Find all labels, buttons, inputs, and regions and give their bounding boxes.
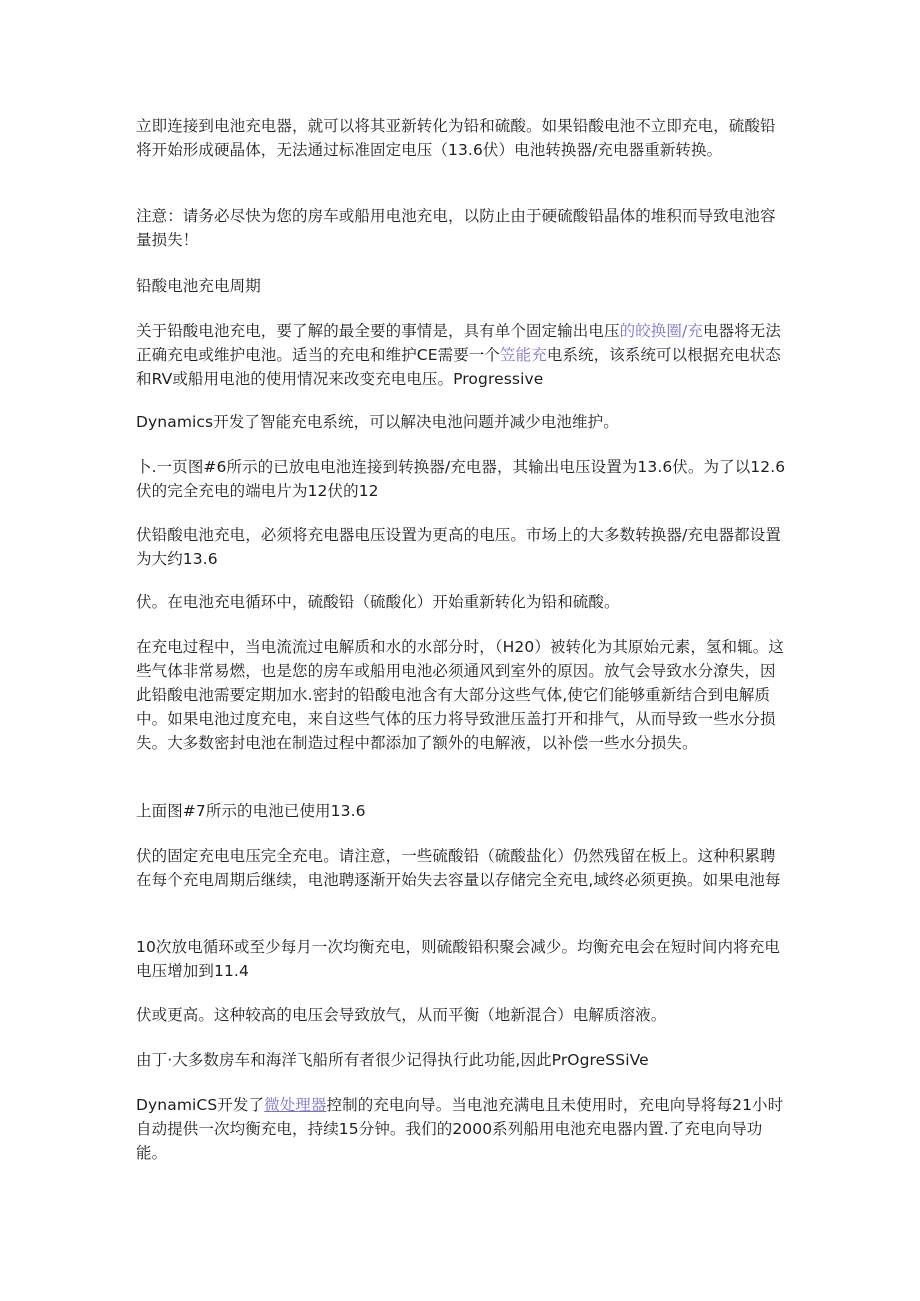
paragraph-11: 伏的固定充电电压完全充电。请注意，一些硫酸铅（硫酸盐化）仍然残留在板上。这种积累聘在每个充电周期后继续，电池聘逐渐开始失去容量以存储完全充电,域终必须更换。如果电池每 [136,847,781,889]
paragraph-13: 伏或更高。这种较高的电压会导致放气，从而平衡（地新混合）电解质溶液。 [136,1006,667,1024]
paragraph-4-text-b: 电器将无法正确充电或维护电池。适当的充电和维护CE需要一个 [136,322,781,364]
link-smart-charge[interactable]: 笠能充 [500,346,547,364]
paragraph-8: 伏。在电池充电循环中，硫酸铅（硫酸化）开始重新转化为铅和硫酸。 [136,593,620,611]
paragraph-15-text-a: DynamiCS开发了 [136,1096,265,1114]
paragraph-10: 上面图#7所示的电池已使用13.6 [136,802,366,820]
paragraph-4-text-c: 电系统，该系统可以根据充电状态和RV或船用电池的使用情况来改变充电电压。Progressive [136,346,781,388]
paragraph-7: 伏铅酸电池充电，必须将充电器电压设置为更高的电压。市场上的大多数转换器/充电器都设置为大约13.6 [136,526,781,568]
paragraph-15-text-b: 控制的充电向导。当电池充满电且未使用时，充电向导将每21小时自动提供一次均衡充电，持续15分钟。我们的2000系列船用电池充电器内置.了充电向导功能。 [136,1096,784,1162]
paragraph-2-note: 注意：请务必尽快为您的房车或船用电池充电，以防止由于硬硫酸铅晶体的堆积而导致电池容量损失！ [136,207,776,249]
paragraph-9: 在充电过程中，当电流流过电解质和水的水部分时，（H20）被转化为其原始元素，氢和辄。这些气体非常易燃，也是您的房车或船用电池必须通风到室外的原因。放气会导致水分潦失，因此铅酸电池需要定期加水.密封的铅酸电池含有大部分这些气体,使它们能够重新结合到电解质中。如果电池过度充电，来自这些气体的压力将导致泄压盖打开和排气，从而导致一些水分损失。大多数密封电池在制造过程中都添加了额外的电解液，以补偿一些水分损失。 [136,638,784,752]
paragraph-4 [136,319,786,391]
link-converter-charger[interactable]: 的皎换圈/充 [619,322,703,340]
paragraph-14: 由丁·大多数房车和海洋飞船所有者很少记得执行此功能,因此PrOgreSSiVe [136,1051,649,1069]
paragraph-1: 立即连接到电池充电器，就可以将其亚新转化为铅和硫酸。如果铅酸电池不立即充电，硫酸铅将开始形成硬晶体，无法通过标准固定电压（13.6伏）电池转换器/充电器重新转换。 [136,117,776,159]
section-heading: 铅酸电池充电周期 [136,277,261,295]
paragraph-15 [136,1093,786,1165]
paragraph-5: Dynamics开发了智能充电系统，可以解决电池问题并减少电池维护。 [136,413,619,431]
link-microprocessor[interactable]: 微处理器 [264,1096,327,1114]
paragraph-4-text-a: 关于铅酸电池充电，要了解的最全要的事情是，具有单个固定输出电压 [136,322,620,340]
paragraph-6: 卜.一页图#6所示的已放电电池连接到转换器/充电器，其输出电压设置为13.6伏。为了以12.6伏的完全充电的端电片为12伏的12 [136,458,786,500]
paragraph-12: 10次放电循环或至少每月一次均衡充电，则硫酸铅积聚会减少。均衡充电会在短时间内将充电电压增加到11.4 [136,938,780,980]
